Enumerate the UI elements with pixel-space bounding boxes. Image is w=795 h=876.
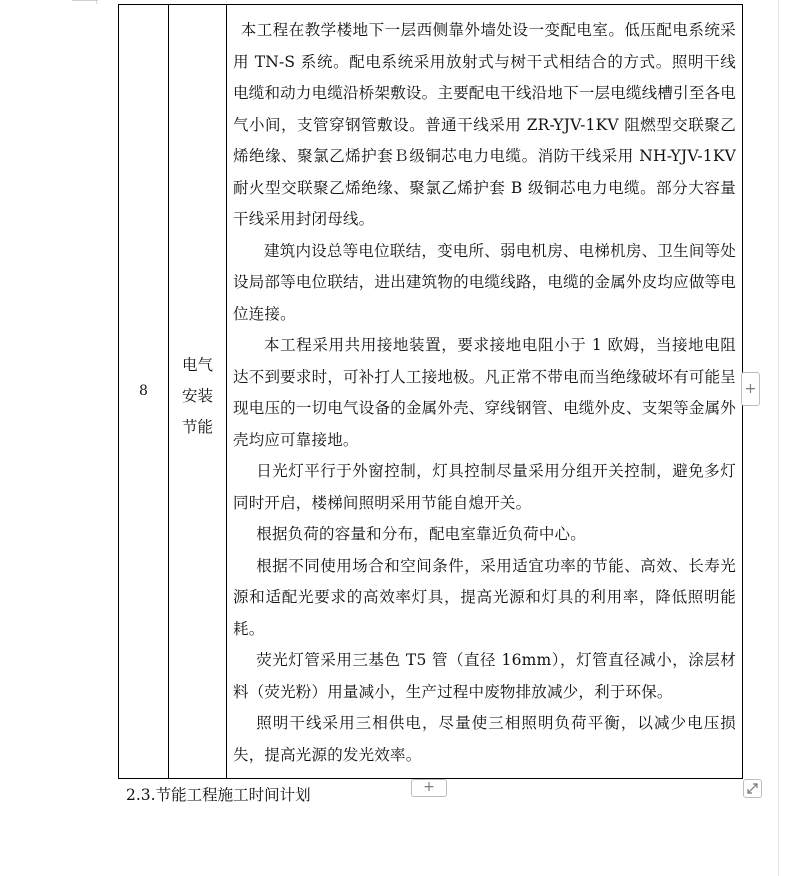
paragraph: 根据负荷的容量和分布，配电室靠近负荷中心。: [256, 525, 586, 543]
paragraph: 本工程采用共用接地装置，要求接地电阻小于 1 欧姆，当接地电阻达不到要求时，可补打人工接地极。凡正常不带电而当绝缘破坏有可能呈现电压的一切电气设备的金属外壳、穿线钢管、电缆外皮、支架等金属外壳均应可靠接地。: [233, 336, 736, 449]
row-label-line: 节能: [181, 418, 213, 436]
row-number-cell[interactable]: [119, 5, 169, 778]
row-label-line: 电气: [181, 356, 213, 374]
resize-diagonal-icon[interactable]: [743, 779, 762, 798]
paragraph: 根据不同使用场合和空间条件，采用适宜功率的节能、高效、长寿光源和适配光要求的高效率灯具，提高光源和灯具的利用率，降低照明能耗。: [233, 556, 736, 638]
paragraph: 本工程在教学楼地下一层西侧靠外墙处设一变配电室。低压配电系统采用 TN-S 系统。配电系统采用放射式与树干式相结合的方式。照明干线电缆和动力电缆沿桥架敷设。主要配电干线沿地下一层电缆线槽引至各电气小间，支管穿钢管敷设。普通干线采用 ZR-YJV-1KV 阻燃型交联聚乙烯绝缘、聚氯乙烯护套Ｂ级铜芯电力电缆。消防干线采用 NH-YJV-1KV 耐火型交联聚乙烯绝缘、聚氯乙烯护套 B 级铜芯电力电缆。部分大容量干线采用封闭母线。: [233, 21, 736, 228]
add-column-button[interactable]: +: [741, 372, 760, 406]
resize-arrows-icon: [744, 780, 761, 797]
add-row-button[interactable]: +: [411, 779, 447, 797]
document-table: [118, 4, 743, 779]
content-text: [233, 15, 736, 771]
page-right-edge: [778, 0, 779, 876]
row-number: 8: [139, 383, 148, 399]
row-label-line: 安装: [181, 387, 213, 405]
row-label: [169, 350, 226, 443]
header-corner-mark: [72, 0, 98, 4]
paragraph: 照明干线采用三相供电，尽量使三相照明负荷平衡，以减少电压损失，提高光源的发光效率。: [233, 714, 736, 764]
section-heading: 2.3.节能工程施工时间计划: [126, 786, 311, 804]
paragraph: 荧光灯管采用三基色 T5 管（直径 16mm），灯管直径减小，涂层材料（荧光粉）用量减小，生产过程中废物排放减少，利于环保。: [233, 651, 736, 701]
paragraph: 建筑内设总等电位联结，变电所、弱电机房、电梯机房、卫生间等处设局部等电位联结，进出建筑物的电缆线路，电缆的金属外皮均应做等电位连接。: [233, 241, 736, 323]
row-label-cell[interactable]: [169, 5, 227, 778]
content-cell[interactable]: [227, 5, 742, 778]
paragraph: 日光灯平行于外窗控制，灯具控制尽量采用分组开关控制，避免多灯同时开启，楼梯间照明采用节能自熄开关。: [233, 462, 736, 512]
